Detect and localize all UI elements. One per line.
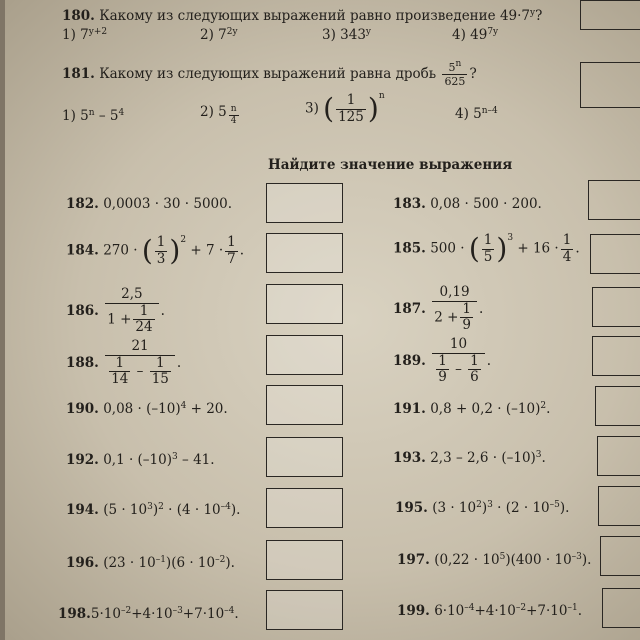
superscript: –1 — [567, 603, 578, 614]
problem-number: 197. — [397, 552, 430, 568]
problem-198 — [58, 606, 239, 622]
problem-number: 184. — [66, 242, 99, 259]
superscript: 4 — [118, 108, 125, 119]
problem-number: 196. — [66, 555, 99, 571]
option-181-1[interactable] — [62, 108, 124, 124]
expression: 0,08 · 500 · 200. — [430, 196, 542, 212]
superscript: 5 — [499, 552, 506, 563]
expression: +7·10 — [526, 603, 568, 619]
fraction-denominator: 9 — [438, 369, 447, 385]
option-180-4[interactable] — [452, 27, 498, 43]
fraction — [561, 234, 574, 264]
option-180-1[interactable] — [62, 27, 107, 43]
fraction — [155, 236, 168, 266]
answer-box-edge[interactable] — [588, 180, 640, 220]
superscript: 3 — [487, 500, 493, 511]
superscript: n — [378, 91, 385, 102]
expression: 1 + — [107, 311, 132, 327]
punctuation: . — [239, 242, 245, 259]
superscript: 2 — [158, 502, 164, 513]
problem-number: 181. — [62, 66, 95, 82]
fraction — [468, 352, 481, 385]
problem-185 — [393, 234, 580, 264]
answer-box-edge[interactable] — [580, 62, 640, 108]
punctuation: . — [486, 352, 492, 369]
problem-199 — [397, 603, 582, 619]
left-paren: ( — [323, 92, 335, 125]
superscript: –4 — [464, 603, 475, 614]
left-paren: ( — [468, 232, 480, 265]
option-180-3[interactable] — [322, 27, 371, 43]
punctuation: . — [546, 401, 551, 417]
fraction — [482, 234, 495, 264]
superscript: –2 — [120, 606, 132, 617]
answer-box-edge[interactable] — [580, 0, 640, 30]
option-text: 3) 343 — [322, 27, 366, 43]
superscript: 3 — [507, 232, 514, 243]
superscript: y+2 — [88, 27, 108, 38]
expression: +7·10 — [182, 606, 225, 622]
superscript: –3 — [172, 606, 183, 617]
problem-number: 185. — [393, 240, 426, 257]
fraction — [460, 300, 473, 333]
punctuation: . — [176, 354, 182, 371]
option-181-2[interactable] — [200, 104, 241, 126]
expression: ) — [481, 500, 488, 516]
option-text: 2) 5 — [200, 104, 227, 120]
fraction-denominator: 125 — [338, 108, 364, 125]
expression: (0,22 · 10 — [434, 552, 500, 568]
fraction-denominator: 7 — [227, 250, 236, 267]
expression: ). — [230, 502, 241, 518]
option-text: 3) — [305, 100, 319, 117]
answer-box-edge[interactable] — [592, 287, 640, 327]
problem-number: 198. — [58, 606, 91, 622]
fraction-numerator: 1 — [115, 354, 125, 371]
fraction — [336, 94, 366, 124]
answer-box-196-197[interactable] — [266, 540, 343, 580]
fraction-numerator: 1 — [483, 232, 493, 248]
answer-box-192-193[interactable] — [266, 437, 343, 477]
superscript: –2 — [215, 555, 226, 566]
option-text: – 5 — [94, 108, 119, 124]
superscript: 3 — [147, 502, 153, 513]
expression: 500 · — [430, 240, 465, 257]
superscript: 2y — [226, 27, 238, 38]
expression: 5·10 — [90, 606, 121, 622]
fraction-denominator — [105, 355, 175, 387]
superscript: 2 — [540, 401, 547, 412]
punctuation: . — [541, 450, 546, 466]
punctuation: . — [478, 300, 484, 317]
punctuation: . — [234, 606, 239, 622]
problem-number: 195. — [395, 500, 428, 516]
left-paren: ( — [141, 234, 153, 267]
superscript: 2 — [180, 234, 187, 245]
problem-182 — [66, 196, 232, 212]
problem-189 — [393, 338, 491, 385]
fraction-denominator — [105, 303, 158, 335]
answer-box-194-195[interactable] — [266, 488, 343, 528]
problem-181 — [62, 59, 477, 88]
superscript: –5 — [549, 500, 560, 511]
fraction-numerator: 0,19 — [439, 284, 470, 300]
problem-183 — [393, 196, 542, 212]
expression: 0,1 · (–10) — [103, 452, 172, 468]
fraction-numerator: 21 — [131, 338, 149, 354]
complex-fraction — [432, 338, 485, 385]
fraction-denominator: 24 — [135, 319, 153, 335]
fraction-denominator — [432, 353, 485, 385]
fraction-numerator: 1 — [346, 92, 356, 108]
problem-number: 183. — [393, 196, 426, 212]
problem-195 — [395, 500, 569, 516]
superscript: –3 — [571, 552, 582, 563]
superscript: n — [88, 108, 95, 119]
expression: +4·10 — [474, 603, 516, 619]
expression: + 20. — [186, 401, 228, 417]
fraction — [133, 302, 154, 335]
expression: )(400 · 10 — [505, 552, 572, 568]
expression: ) — [152, 502, 159, 518]
superscript: 7y — [487, 27, 499, 38]
option-text: 1) 5 — [62, 108, 89, 124]
fraction — [442, 59, 467, 88]
problem-192 — [66, 452, 215, 468]
answer-box-186-187[interactable] — [266, 284, 343, 324]
expression: (5 · 10 — [103, 502, 148, 518]
expression: ). — [559, 500, 570, 516]
answer-box-edge[interactable] — [598, 486, 640, 526]
fraction-denominator: 6 — [470, 369, 479, 385]
superscript: y — [530, 8, 536, 19]
expression: – 41. — [177, 452, 215, 468]
problem-191 — [393, 401, 550, 417]
answer-box-edge[interactable] — [590, 234, 640, 274]
fraction-numerator: 1 — [462, 300, 471, 317]
problem-193 — [393, 450, 546, 466]
problem-number: 182. — [66, 196, 99, 212]
option-181-3[interactable] — [305, 91, 385, 125]
fraction — [225, 236, 238, 266]
answer-box-184-185[interactable] — [266, 233, 343, 273]
problem-number: 191. — [393, 401, 426, 417]
punctuation: ? — [469, 66, 477, 82]
fraction-denominator: 5 — [483, 248, 493, 265]
superscript: n–4 — [481, 106, 498, 117]
punctuation: . — [577, 603, 582, 619]
answer-box-edge[interactable] — [597, 436, 640, 476]
complex-fraction — [105, 288, 158, 335]
page-edge-shadow — [0, 0, 5, 640]
superscript: y — [365, 27, 372, 38]
fraction-denominator: 15 — [151, 371, 169, 387]
expression: 0,0003 · 30 · 5000. — [103, 196, 232, 212]
fraction-numerator: 1 — [470, 352, 479, 369]
fraction — [150, 354, 171, 387]
fraction-denominator: 14 — [111, 371, 129, 387]
problem-194 — [66, 502, 240, 518]
option-180-2[interactable] — [200, 27, 238, 43]
superscript: 4 — [180, 401, 187, 412]
superscript: –2 — [515, 603, 527, 614]
complex-fraction — [105, 340, 175, 387]
problem-188 — [66, 340, 181, 387]
answer-box-edge[interactable] — [600, 536, 640, 576]
answer-box-edge[interactable] — [602, 588, 640, 628]
answer-box-198-199[interactable] — [266, 590, 343, 630]
fraction-numerator: 1 — [139, 302, 149, 319]
problem-number: 192. — [66, 452, 99, 468]
fraction — [109, 354, 130, 387]
fraction-denominator: 625 — [444, 75, 466, 88]
expression: + 7 · — [190, 242, 224, 259]
problem-187 — [393, 286, 483, 333]
fraction-numerator: 5 — [448, 61, 456, 74]
problem-number: 189. — [393, 352, 426, 369]
problem-number: 190. — [66, 401, 99, 417]
fraction-numerator: 1 — [438, 352, 447, 369]
expression: + 16 · — [517, 240, 559, 257]
right-paren: ) — [496, 232, 508, 265]
problem-number: 188. — [66, 354, 99, 371]
problem-number: 186. — [66, 302, 99, 319]
problem-text: Какому из следующих выражений равна дробь — [99, 66, 437, 82]
section-heading: Найдите значение выражения — [268, 157, 513, 173]
problem-number: 187. — [393, 300, 426, 317]
expression: 270 · — [103, 242, 138, 259]
fraction-denominator: 4 — [562, 248, 572, 265]
fraction-numerator: 1 — [156, 234, 166, 250]
expression: 2 + — [434, 309, 459, 325]
superscript: –4 — [224, 606, 235, 617]
problem-number: 180. — [62, 8, 95, 24]
complex-fraction — [432, 286, 477, 333]
fraction-denominator: 9 — [462, 317, 471, 333]
option-text: 1) 7 — [62, 27, 89, 43]
answer-box-188-189[interactable] — [266, 335, 343, 375]
problem-text: Какому из следующих выражений равно произведение 49·7 — [99, 8, 531, 24]
expression: 0,8 + 0,2 · (–10) — [430, 401, 541, 417]
expression: +4·10 — [131, 606, 173, 622]
expression: · (4 · 10 — [163, 502, 221, 518]
answer-box-190-191[interactable] — [266, 385, 343, 425]
operator: – — [455, 361, 462, 377]
punctuation: ? — [535, 8, 543, 24]
expression: ). — [581, 552, 592, 568]
expression: )(6 · 10 — [165, 555, 216, 571]
fraction-numerator: 1 — [227, 234, 236, 250]
superscript: 3 — [172, 452, 178, 463]
problem-186 — [66, 288, 165, 335]
option-text: 4) 49 — [452, 27, 488, 43]
fraction-numerator: 1 — [156, 354, 165, 371]
superscript: –1 — [155, 555, 166, 566]
problem-197 — [397, 552, 591, 568]
fraction-denominator: 4 — [230, 115, 237, 126]
option-text: 4) 5 — [455, 106, 482, 122]
problem-190 — [66, 401, 228, 417]
option-text: 2) 7 — [200, 27, 227, 43]
expression: · (2 · 10 — [492, 500, 550, 516]
superscript: n — [455, 59, 462, 70]
fraction-numerator: 1 — [562, 232, 572, 248]
answer-box-182-183[interactable] — [266, 183, 343, 223]
problem-184 — [66, 236, 244, 266]
superscript: 2 — [476, 500, 482, 511]
problem-number: 193. — [393, 450, 426, 466]
expression: ). — [225, 555, 235, 571]
option-181-4[interactable] — [455, 106, 498, 122]
fraction-numerator: 10 — [449, 336, 468, 352]
punctuation: . — [160, 302, 165, 319]
punctuation: . — [575, 240, 580, 257]
expression: (23 · 10 — [103, 555, 156, 571]
problem-196 — [66, 555, 235, 571]
superscript: 3 — [535, 450, 542, 461]
fraction-denominator: 3 — [156, 250, 166, 267]
answer-box-edge[interactable] — [592, 336, 640, 376]
superscript: –4 — [220, 502, 231, 513]
problem-number: 194. — [66, 502, 99, 518]
expression: 6·10 — [434, 603, 465, 619]
operator: – — [136, 363, 144, 379]
right-paren: ) — [367, 92, 379, 125]
problem-180 — [62, 8, 542, 24]
fraction — [436, 352, 449, 385]
answer-box-edge[interactable] — [595, 386, 640, 426]
expression: (3 · 10 — [432, 500, 477, 516]
fraction-denominator — [432, 301, 477, 333]
fraction-exponent — [229, 105, 239, 126]
expression: 0,08 · (–10) — [103, 401, 181, 417]
fraction-numerator: n — [230, 103, 237, 114]
expression: 2,3 – 2,6 · (–10) — [430, 450, 536, 466]
fraction-numerator: 2,5 — [121, 286, 143, 302]
right-paren: ) — [169, 234, 181, 267]
problem-number: 199. — [397, 603, 430, 619]
